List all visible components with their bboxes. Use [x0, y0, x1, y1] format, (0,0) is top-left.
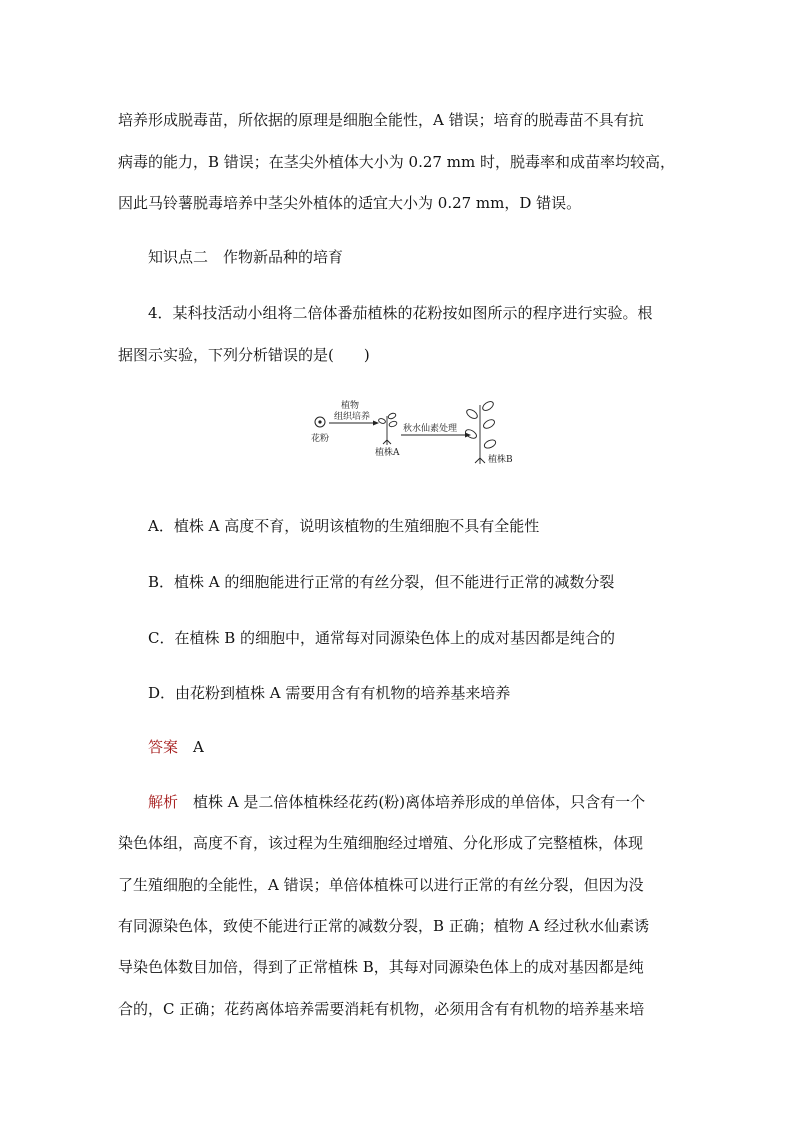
analysis-line-5: 导染色体数目加倍，得到了正常植株 B，其每对同源染色体上的成对基因都是纯: [118, 958, 644, 976]
section-title: 知识点二 作物新品种的培育: [148, 248, 344, 266]
label-plant-a: 植株A: [375, 448, 400, 458]
question-line-2: 据图示实验，下列分析错误的是( ): [118, 346, 370, 364]
label-plant-culture-2: 组织培养: [334, 412, 371, 422]
analysis-label: 解析: [148, 793, 179, 811]
paragraph-1-line-2: 病毒的能力，B 错误；在茎尖外植体大小为 0.27 mm 时，脱毒率和成苗率均较高，: [118, 153, 675, 171]
label-plant-culture-1: 植物: [341, 401, 360, 411]
analysis-line-6: 合的，C 正确；花药离体培养需要消耗有机物，必须用含有有机物的培养基来培: [118, 1000, 645, 1018]
option-b: B．植株 A 的细胞能进行正常的有丝分裂，但不能进行正常的减数分裂: [148, 573, 615, 591]
plant-a-icon: [378, 412, 398, 445]
question-line-1: 4．某科技活动小组将二倍体番茄植株的花粉按如图所示的程序进行实验。根: [148, 304, 653, 322]
experiment-diagram: [305, 400, 535, 480]
answer-line: [148, 737, 204, 757]
analysis-line-4: 有同源染色体，致使不能进行正常的减数分裂，B 正确；植物 A 经过秋水仙素诱: [118, 917, 650, 935]
label-colchicine: 秋水仙素处理: [403, 424, 458, 434]
analysis-line-2: 染色体组，高度不育，该过程为生殖细胞经过增殖、分化形成了完整植株，体现: [118, 834, 644, 852]
analysis-text-1: 植株 A 是二倍体植株经花药(粉)离体培养形成的单倍体，只含有一个: [193, 793, 646, 811]
label-pollen: 花粉: [311, 434, 330, 444]
paragraph-1-line-1: 培养形成脱毒苗，所依据的原理是细胞全能性，A 错误；培育的脱毒苗不具有抗: [118, 111, 644, 129]
option-c: C．在植株 B 的细胞中，通常每对同源染色体上的成对基因都是纯合的: [148, 629, 616, 647]
option-a: A．植株 A 高度不育，说明该植物的生殖细胞不具有全能性: [148, 517, 540, 535]
answer-label: 答案: [148, 738, 179, 756]
option-d: D．由花粉到植株 A 需要用含有有机物的培养基来培养: [148, 684, 511, 702]
answer-value: A: [193, 738, 204, 756]
analysis-line-3: 了生殖细胞的全能性，A 错误；单倍体植株可以进行正常的有丝分裂，但因为没: [118, 876, 644, 894]
analysis-line-1: [148, 792, 645, 812]
label-plant-b: 植株B: [488, 455, 513, 465]
paragraph-1-line-3: 因此马铃薯脱毒培养中茎尖外植体的适宜大小为 0.27 mm，D 错误。: [118, 194, 582, 212]
